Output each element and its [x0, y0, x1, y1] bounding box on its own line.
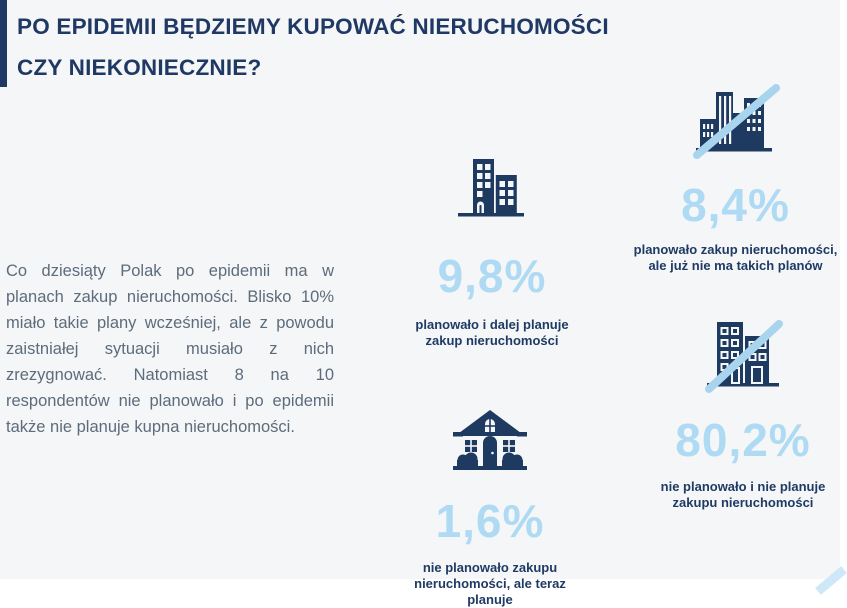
house-icon	[447, 409, 533, 478]
page-title-line2: CZY NIEKONIECZNIE?	[17, 55, 262, 80]
page-title-line1: PO EPIDEMII BĘDZIEMY KUPOWAĆ NIERUCHOMOŚCI	[17, 14, 609, 39]
stat-still-planning	[397, 156, 587, 349]
stat-value: 80,2%	[675, 414, 811, 466]
stat-caption	[390, 560, 590, 608]
stat-caption	[661, 479, 826, 511]
stat-caption-line2: zakupu nieruchomości	[672, 495, 814, 510]
stat-value: 1,6%	[435, 495, 545, 547]
city-skyline-crossed-icon	[688, 83, 784, 166]
stat-caption	[415, 317, 568, 349]
stat-caption-line1: planowało i dalej planuje	[415, 317, 569, 332]
stat-cancelled-plans	[628, 83, 843, 274]
stat-caption-line2: zakup nieruchomości	[425, 333, 559, 348]
stat-caption-line2: nieruchomości, ale teraz planuje	[414, 576, 566, 607]
stat-caption	[634, 242, 838, 274]
corner-accent-stripe	[815, 566, 847, 595]
stat-never-planning	[643, 314, 843, 511]
stat-caption-line1: nie planowało zakupu	[422, 560, 558, 575]
stat-value: 8,4%	[681, 179, 790, 231]
office-buildings-icon	[454, 156, 530, 225]
stat-caption-line1: planowało zakup nieruchomości,	[633, 242, 838, 257]
stat-caption-line1: nie planowało i nie planuje	[660, 479, 826, 494]
stat-caption-line2: ale już nie ma takich planów	[648, 258, 823, 273]
stat-new-planning	[390, 409, 590, 608]
apartment-buildings-crossed-icon	[697, 314, 789, 401]
intro-paragraph: Co dziesiąty Polak po epidemii ma w planach zakup nieruchomości. Blisko 10% miało takie plany wcześniej, ale z powodu zaistniałej sytuacji musiało z nich zrezygnować. Natomiast 8 na 10 respondentów nie planowało i po epidemii także nie planuje kupna nieruchomości.	[6, 262, 334, 436]
title-accent-bar	[0, 0, 7, 87]
page-title	[17, 6, 609, 88]
stat-value: 9,8%	[437, 250, 547, 302]
